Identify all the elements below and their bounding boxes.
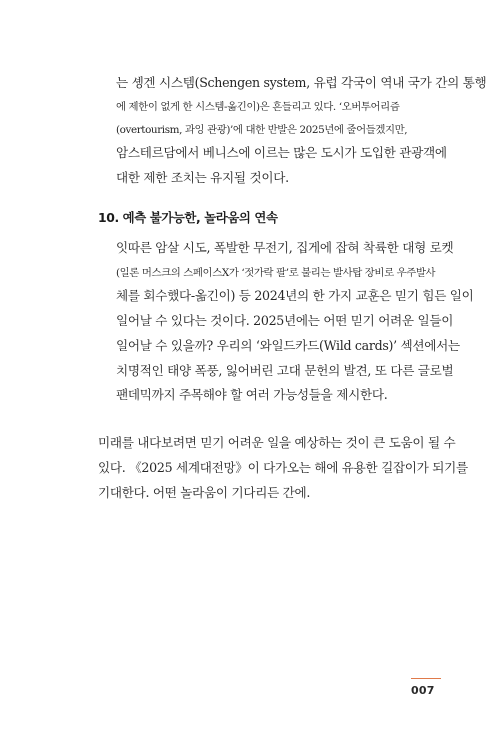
page-number-rule: [411, 678, 441, 679]
paragraph-line: 일어날 수 있다는 것이다. 2025년에는 어떤 믿기 어려운 일들이: [116, 313, 454, 328]
paragraph-line: 에 제한이 없게 한 시스템-옮긴이)은 흔들리고 있다. ‘오버투어리즘: [116, 101, 400, 113]
paragraph-line: 있다. 《2025 세계대전망》이 다가오는 해에 유용한 길잡이가 되기를: [98, 460, 468, 475]
paragraph-line: 치명적인 태양 폭풍, 잃어버린 고대 문헌의 발견, 또 다른 글로벌: [116, 363, 454, 378]
paragraph-line: 미래를 내다보려면 믿기 어려운 일을 예상하는 것이 큰 도움이 될 수: [98, 435, 456, 450]
paragraph-line: (일론 머스크의 스페이스X가 ‘젓가락 팔’로 불리는 발사탑 장비로 우주발사: [116, 267, 436, 279]
paragraph-line: 팬데믹까지 주목해야 할 여러 가능성들을 제시한다.: [116, 387, 388, 402]
paragraph-line: 는 솅겐 시스템(Schengen system, 유럽 각국이 역내 국가 간의 통행: [116, 75, 487, 90]
paragraph-line: 대한 제한 조치는 유지될 것이다.: [116, 170, 289, 185]
page-number: 007: [411, 684, 435, 697]
paragraph-line: 체를 회수했다-옮긴이) 등 2024년의 한 가지 교훈은 믿기 힘든 일이: [116, 288, 474, 303]
section-heading: 10. 예측 불가능한, 놀라움의 연속: [98, 210, 278, 225]
paragraph-line: 암스테르담에서 베니스에 이르는 많은 도시가 도입한 관광객에: [116, 145, 447, 160]
paragraph-line: (overtourism, 과잉 관광)’에 대한 반발은 2025년에 줄어들겠지만,: [116, 124, 408, 136]
paragraph-line: 잇따른 암살 시도, 폭발한 무전기, 집게에 잡혀 착륙한 대형 로켓: [116, 240, 454, 255]
paragraph-line: 일어날 수 있을까? 우리의 ‘와일드카드(Wild cards)’ 섹션에서는: [116, 338, 460, 353]
paragraph-line: 기대한다. 어떤 놀라움이 기다리든 간에.: [98, 485, 311, 500]
